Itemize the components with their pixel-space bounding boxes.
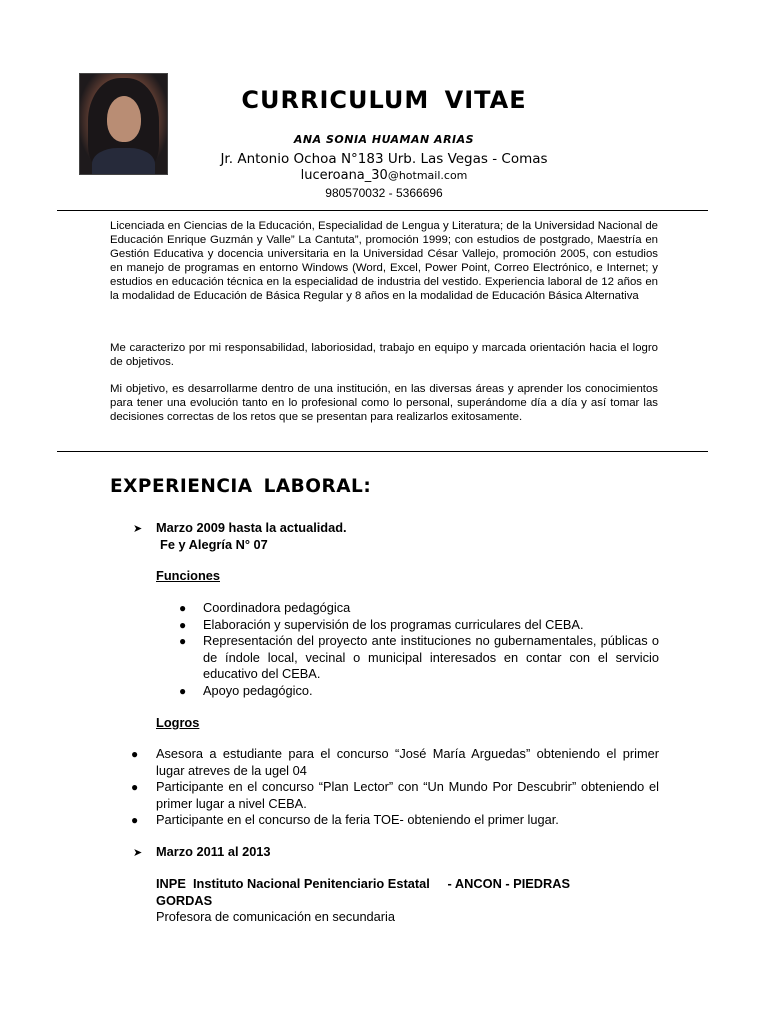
profile-paragraph-1: Licenciada en Ciencias de la Educación, Especialidad de Lengua y Literatura; de la Universidad Nacional de Educación Enrique Guzmán y Valle” La Cantuta”, promoción 1999; con estudios de postgrado, Maestría en Gestión Educativa y docencia universitaria en la Universidad César Vallejo, promoción 2005, con estudios en manejo de programas en entorno Windows (Word, Excel, Power Point, Correo Electrónico, e Internet; y estudios en educación técnica en la especialidad de industria del vestido. Experiencia laboral de 12 años en la modalidad de Educación de Básica Regular y 8 años en la modalidad de Educación Básica Alternativa — [110, 220, 658, 302]
round-bullet-icon: ● — [179, 634, 187, 648]
list-item-text: Apoyo pedagógico. — [203, 682, 313, 698]
divider-bottom — [57, 451, 708, 452]
profile-paragraph-2: Me caracterizo por mi responsabilidad, laboriosidad, trabajo en equipo y marcada orientación hacia el logro de objetivos. — [110, 342, 658, 368]
phone: 980570032 - 5366696 — [325, 186, 443, 200]
round-bullet-icon: ● — [179, 601, 187, 615]
email[interactable] — [0, 168, 768, 183]
round-bullet-icon: ● — [131, 813, 139, 827]
list-item-text: Participante en el concurso de la feria TOE- obteniendo el primer lugar. — [156, 812, 559, 827]
document-title: CURRICULUM VITAE — [241, 86, 527, 114]
list-item-text: Coordinadora pedagógica — [203, 600, 351, 615]
round-bullet-icon: ● — [131, 780, 139, 794]
arrowhead-bullet-icon: ➤ — [133, 847, 143, 859]
section-title-experience: EXPERIENCIA LABORAL: — [110, 476, 372, 497]
list-item — [179, 682, 659, 700]
round-bullet-icon: ● — [179, 617, 187, 632]
profile-paragraph-3: Mi objetivo, es desarrollarme dentro de una institución, en las diversas áreas y aprender los conocimientos para tener una evolución tanto en lo profesional como lo personal, superándome día a día y así tomar las decisiones correctas de los retos que se presentan para realizarlos exitosamente. — [110, 383, 658, 423]
divider-top — [57, 210, 708, 211]
job1-achievements-label: Logros — [156, 715, 200, 730]
email-user: luceroana_30 — [300, 168, 388, 183]
job1-achievements-list — [131, 746, 659, 829]
list-item-text: Asesora a estudiante para el concurso “José María Arguedas” obteniendo el primer lugar atreves de la ugel 04 — [156, 746, 659, 778]
email-domain: @hotmail.com — [387, 169, 468, 182]
list-item — [131, 779, 659, 812]
job2-role: Profesora de comunicación en secundaria — [156, 909, 396, 924]
job1-functions-label: Funciones — [156, 568, 220, 583]
job2-period: Marzo 2011 al 2013 — [156, 844, 271, 859]
job2-employer: INPE Instituto Nacional Penitenciario Estatal - ANCON - PIEDRAS GORDAS — [156, 876, 574, 908]
round-bullet-icon: ● — [179, 683, 187, 698]
list-item — [131, 812, 659, 829]
arrowhead-bullet-icon: ➤ — [133, 523, 143, 535]
list-item-text: Elaboración y supervisión de los programas curriculares del CEBA. — [203, 616, 584, 632]
job1-period: Marzo 2009 hasta la actualidad. — [156, 520, 347, 535]
list-item — [179, 600, 659, 617]
address: Jr. Antonio Ochoa N°183 Urb. Las Vegas - Comas — [220, 151, 548, 167]
job1-functions-list — [179, 600, 659, 699]
list-item — [179, 616, 659, 634]
list-item — [179, 633, 659, 683]
person-name: ANA SONIA HUAMAN ARIAS — [293, 133, 475, 146]
job1-employer: Fe y Alegría N° 07 — [160, 537, 268, 552]
list-item-text: Participante en el concurso “Plan Lector” con “Un Mundo Por Descubrir” obteniendo el primer lugar a nivel CEBA. — [156, 779, 659, 811]
round-bullet-icon: ● — [131, 747, 139, 761]
list-item-text: Representación del proyecto ante instituciones no gubernamentales, públicas o de índole local, vecinal o municipal interesados en contar con el servicio educativo del CEBA. — [203, 633, 659, 681]
list-item — [131, 746, 659, 779]
